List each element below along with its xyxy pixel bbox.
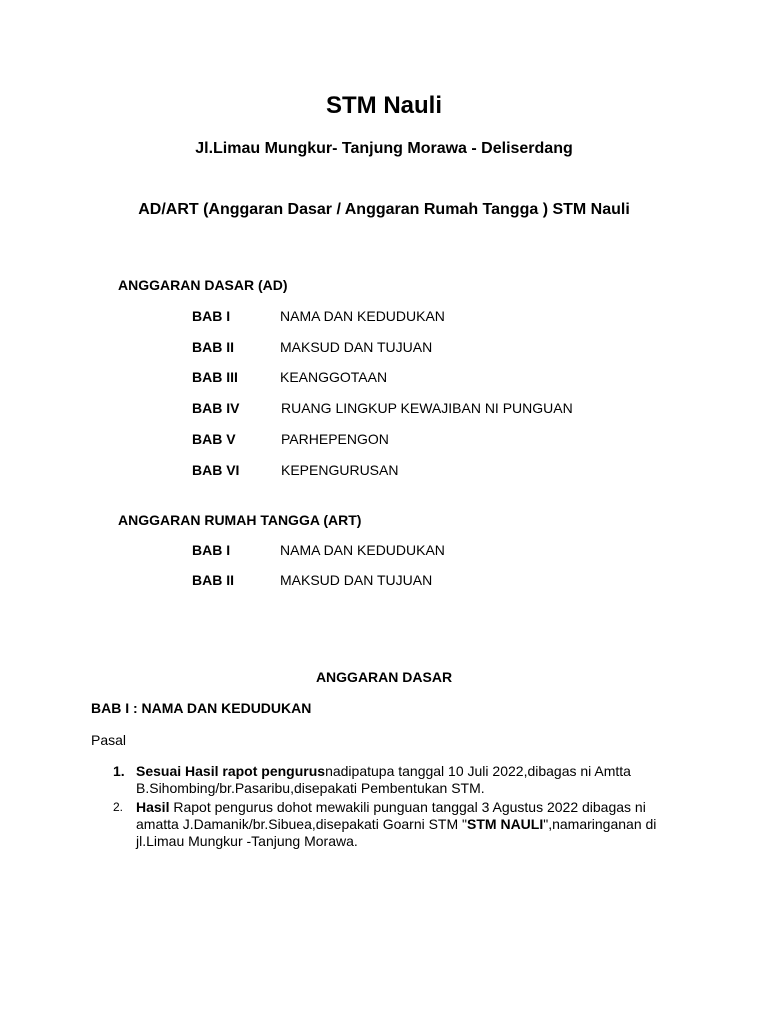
toc-bab-number: BAB VI	[192, 462, 240, 478]
toc-bab-title: KEPENGURUSAN	[281, 462, 399, 478]
list-marker: 1.	[113, 763, 125, 779]
toc-bab-number: BAB IV	[192, 400, 240, 416]
toc-entry	[192, 400, 573, 416]
pasal-list	[91, 763, 691, 852]
toc-bab-title: MAKSUD DAN TUJUAN	[280, 572, 433, 588]
address-line: Jl.Limau Mungkur- Tanjung Morawa - Deliserdang	[195, 140, 573, 157]
list-item	[91, 763, 691, 797]
toc-bab-title: NAMA DAN KEDUDUKAN	[280, 542, 445, 558]
toc-bab-number: BAB II	[192, 339, 234, 355]
adart-title: AD/ART (Anggaran Dasar / Anggaran Rumah Tangga ) STM Nauli	[138, 201, 630, 218]
list-item	[91, 799, 691, 850]
toc-bab-number: BAB V	[192, 431, 236, 447]
toc-bab-title: NAMA DAN KEDUDUKAN	[280, 308, 445, 324]
item-bold-lead: Hasil	[136, 799, 170, 815]
section-heading: ANGGARAN DASAR	[315, 669, 453, 685]
toc-entry	[192, 462, 398, 478]
toc-bab-title: MAKSUD DAN TUJUAN	[280, 339, 433, 355]
toc-bab-number: BAB I	[192, 542, 231, 558]
item-text-end: ",namaringanan di jl.Limau Mungkur -Tanjung Morawa.	[136, 816, 657, 849]
toc-bab-number: BAB III	[192, 369, 238, 385]
bab-heading: BAB I : NAMA DAN KEDUDUKAN	[91, 700, 312, 716]
toc-entry	[192, 308, 445, 324]
list-marker: 2.	[113, 800, 124, 814]
toc-entry	[192, 431, 389, 447]
document-title: STM Nauli	[325, 92, 442, 119]
toc-entry	[192, 572, 432, 588]
item-bold-mid: STM NAULI	[467, 816, 544, 832]
toc-bab-title: RUANG LINGKUP KEWAJIBAN NI PUNGUAN	[281, 400, 573, 416]
ad-toc-heading: ANGGARAN DASAR (AD)	[118, 277, 288, 293]
item-text: Rapot pengurus dohot mewakili punguan tanggal 3 Agustus 2022 dibagas ni amatta J.Damanik/br.Sibuea,disepakati Goarni STM "	[136, 799, 646, 832]
toc-bab-title: PARHEPENGON	[281, 431, 389, 447]
toc-bab-title: KEANGGOTAAN	[280, 369, 388, 385]
item-bold-lead: Sesuai Hasil rapot pengurus	[136, 763, 326, 779]
toc-entry	[192, 369, 387, 385]
toc-bab-number: BAB II	[192, 572, 234, 588]
toc-entry	[192, 542, 445, 558]
toc-entry	[192, 339, 432, 355]
pasal-label: Pasal	[91, 732, 127, 748]
item-text: nadipatupa tanggal 10 Juli 2022,dibagas ni Amtta B.Sihombing/br.Pasaribu,disepakati Pembentukan STM.	[136, 763, 631, 796]
toc-bab-number: BAB I	[192, 308, 231, 324]
art-toc-heading: ANGGARAN RUMAH TANGGA (ART)	[118, 512, 362, 528]
